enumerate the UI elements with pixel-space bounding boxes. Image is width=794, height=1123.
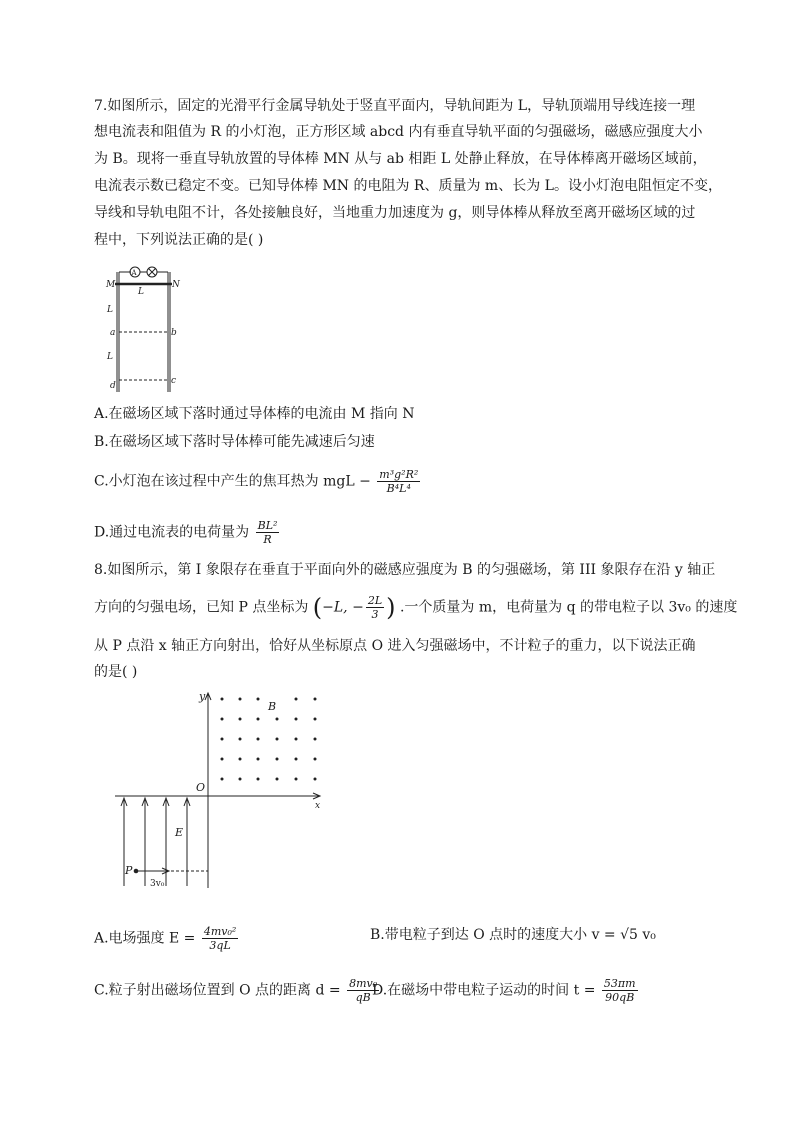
velocity-arrow	[138, 868, 169, 874]
q8-line-4: 的是( )	[94, 664, 138, 680]
label-L-top: L	[138, 287, 144, 297]
q8-line-2-text-a: 方向的匀强电场，已知 P 点坐标为	[94, 599, 309, 616]
label-P: P	[125, 864, 133, 877]
label-B: B	[268, 700, 277, 713]
q8-option-d-numerator: 53πm	[603, 977, 636, 990]
q7-option-c-text: C.小灯泡在该过程中产生的焦耳热为 mgL −	[94, 473, 371, 490]
q7-option-d-text: D.通过电流表的电荷量为	[94, 524, 250, 541]
q8-coord-open-paren: (	[312, 593, 323, 622]
q8-option-d-fraction	[602, 977, 638, 1004]
label-L-1: L	[107, 305, 113, 315]
label-E: E	[175, 826, 184, 839]
q8-option-c	[94, 977, 381, 1004]
label-d: d	[110, 381, 116, 391]
q8-option-b: B.带电粒子到达 O 点时的速度大小 v = √5 v₀	[370, 927, 656, 943]
q8-coord-close-paren: )	[386, 593, 396, 622]
q8-coord-numerator: 2L	[367, 594, 383, 607]
label-L-2: L	[107, 352, 113, 362]
q7-line-1: 7.如图所示，固定的光滑平行金属导轨处于竖直平面内，导轨间距为 L，导轨顶端用导线连接一理	[94, 98, 696, 114]
q8-option-a	[94, 925, 240, 952]
q7-option-c-fraction	[377, 468, 420, 495]
label-y: y	[199, 690, 206, 703]
q7-option-d-fraction	[256, 519, 280, 546]
label-b: b	[171, 328, 177, 338]
label-velocity: 3v₀	[150, 879, 165, 889]
q7-option-c-denominator: B⁴L⁴	[386, 482, 411, 495]
q7-option-d-denominator: R	[263, 533, 272, 546]
q8-coord-left: −L, −	[322, 599, 364, 616]
ammeter-label: A	[131, 269, 137, 277]
q8-option-a-numerator: 4mv₀²	[203, 925, 237, 938]
q8-option-a-denominator: 3qL	[209, 939, 231, 952]
label-O: O	[196, 781, 206, 794]
q7-line-4: 电流表示数已稳定不变。已知导体棒 MN 的电阻为 R、质量为 m、长为 L。设小灯泡电阻恒定不变，	[94, 178, 722, 194]
q7-figure	[100, 262, 190, 398]
label-c: c	[171, 376, 177, 386]
q7-line-6: 程中，下列说法正确的是( )	[94, 232, 264, 248]
q8-figure	[110, 688, 330, 900]
q8-line-1: 8.如图所示，第 I 象限存在垂直于平面向外的磁感应强度为 B 的匀强磁场，第 III 象限存在沿 y 轴正	[94, 562, 716, 578]
label-a: a	[110, 328, 116, 338]
q7-option-c	[94, 468, 422, 495]
q8-option-c-denominator: qB	[355, 991, 371, 1004]
label-N: N	[172, 280, 180, 290]
label-x: x	[315, 801, 321, 811]
q8-option-c-numerator: 8mv₀	[349, 977, 378, 990]
point-p	[134, 869, 139, 874]
q7-line-2: 想电流表和阻值为 R 的小灯泡，正方形区域 abcd 内有垂直导轨平面的匀强磁场，磁感应强度大小	[94, 124, 703, 140]
q8-option-d	[372, 977, 640, 1004]
q8-coord-fraction	[366, 594, 384, 621]
q8-line-3: 从 P 点沿 x 轴正方向射出，恰好从坐标原点 O 进入匀强磁场中，不计粒子的重力，以下说法正确	[94, 638, 696, 654]
q7-option-a: A.在磁场区域下落时通过导体棒的电流由 M 指向 N	[94, 406, 415, 422]
q8-option-d-denominator: 90qB	[605, 991, 635, 1004]
q7-option-b: B.在磁场区域下落时导体棒可能先减速后匀速	[94, 434, 375, 450]
q7-option-d	[94, 519, 281, 546]
q8-option-c-text: C.粒子射出磁场位置到 O 点的距离 d =	[94, 982, 341, 999]
q8-line-2	[94, 594, 737, 621]
label-M: M	[106, 280, 116, 290]
q8-coord-denominator: 3	[371, 608, 379, 621]
q8-option-a-fraction	[202, 925, 238, 952]
q7-line-5: 导线和导轨电阻不计，各处接触良好，当地重力加速度为 g，则导体棒从释放至离开磁场区域的过	[94, 205, 696, 221]
q7-option-d-numerator: BL²	[257, 519, 278, 532]
q8-option-a-text: A.电场强度 E =	[94, 930, 196, 947]
q8-line-2-text-b: .一个质量为 m，电荷量为 q 的带电粒子以 3v₀ 的速度	[399, 599, 738, 616]
q7-line-3: 为 B。现将一垂直导轨放置的导体棒 MN 从与 ab 相距 L 处静止释放，在导体棒离开磁场区域前，	[94, 151, 707, 167]
q7-option-c-numerator: m³g²R²	[379, 468, 419, 481]
q8-option-d-text: D.在磁场中带电粒子运动的时间 t =	[372, 982, 596, 999]
